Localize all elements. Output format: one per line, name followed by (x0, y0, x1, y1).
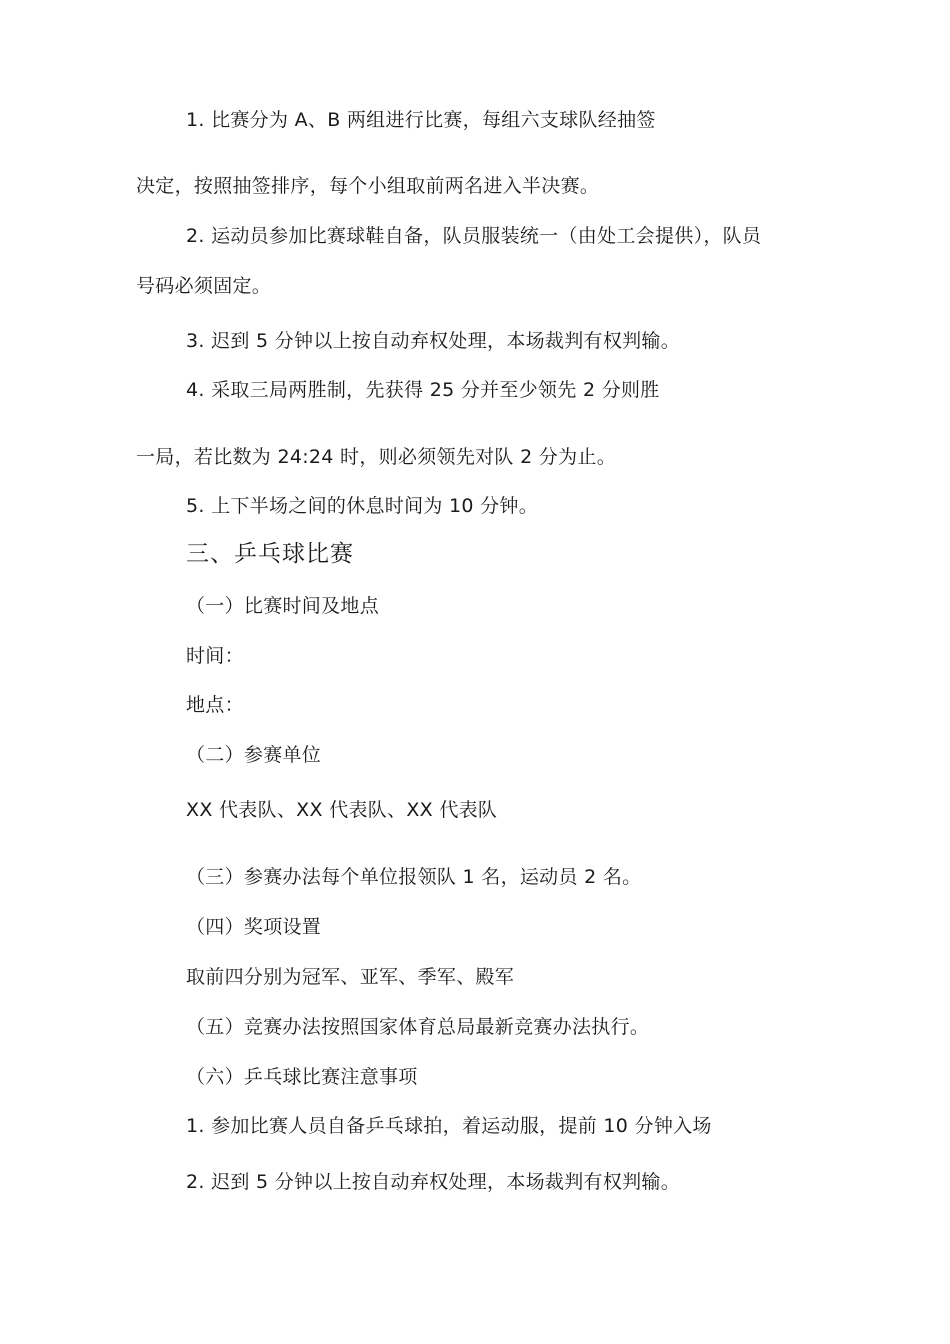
note-2: 2. 迟到 5 分钟以上按自动弃权处理，本场裁判有权判输。 (186, 1171, 681, 1193)
subsection-method: （三）参赛办法每个单位报领队 1 名，运动员 2 名。 (186, 866, 642, 888)
awards-list: 取前四分别为冠军、亚军、季军、殿军 (186, 966, 515, 988)
volleyball-rule-1-line-2: 决定，按照抽签排序，每个小组取前两名进入半决赛。 (136, 175, 600, 197)
subsection-awards: （四）奖项设置 (186, 916, 322, 938)
subsection-units: （二）参赛单位 (186, 744, 322, 766)
volleyball-rule-4-line-2: 一局，若比数为 24:24 时，则必须领先对队 2 分为止。 (136, 446, 617, 468)
volleyball-rule-2-line-2: 号码必须固定。 (136, 275, 272, 297)
time-label: 时间： (186, 645, 244, 667)
volleyball-rule-2-line-1: 2. 运动员参加比赛球鞋自备，队员服装统一（由处工会提供），队员 (186, 225, 762, 247)
section-heading-table-tennis: 三、乒乓球比赛 (186, 541, 354, 567)
volleyball-rule-5: 5. 上下半场之间的休息时间为 10 分钟。 (186, 495, 539, 517)
volleyball-rule-4-line-1: 4. 采取三局两胜制，先获得 25 分并至少领先 2 分则胜 (186, 379, 660, 401)
participating-units: XX 代表队、XX 代表队、XX 代表队 (186, 799, 498, 821)
place-label: 地点： (186, 694, 244, 716)
volleyball-rule-1-line-1: 1. 比赛分为 A、B 两组进行比赛，每组六支球队经抽签 (186, 109, 656, 131)
subsection-notes: （六）乒乓球比赛注意事项 (186, 1066, 418, 1088)
note-1: 1. 参加比赛人员自备乒乓球拍，着运动服，提前 10 分钟入场 (186, 1115, 712, 1137)
subsection-time-place: （一）比赛时间及地点 (186, 595, 380, 617)
subsection-competition-method: （五）竞赛办法按照国家体育总局最新竞赛办法执行。 (186, 1016, 650, 1038)
volleyball-rule-3: 3. 迟到 5 分钟以上按自动弃权处理，本场裁判有权判输。 (186, 330, 681, 352)
